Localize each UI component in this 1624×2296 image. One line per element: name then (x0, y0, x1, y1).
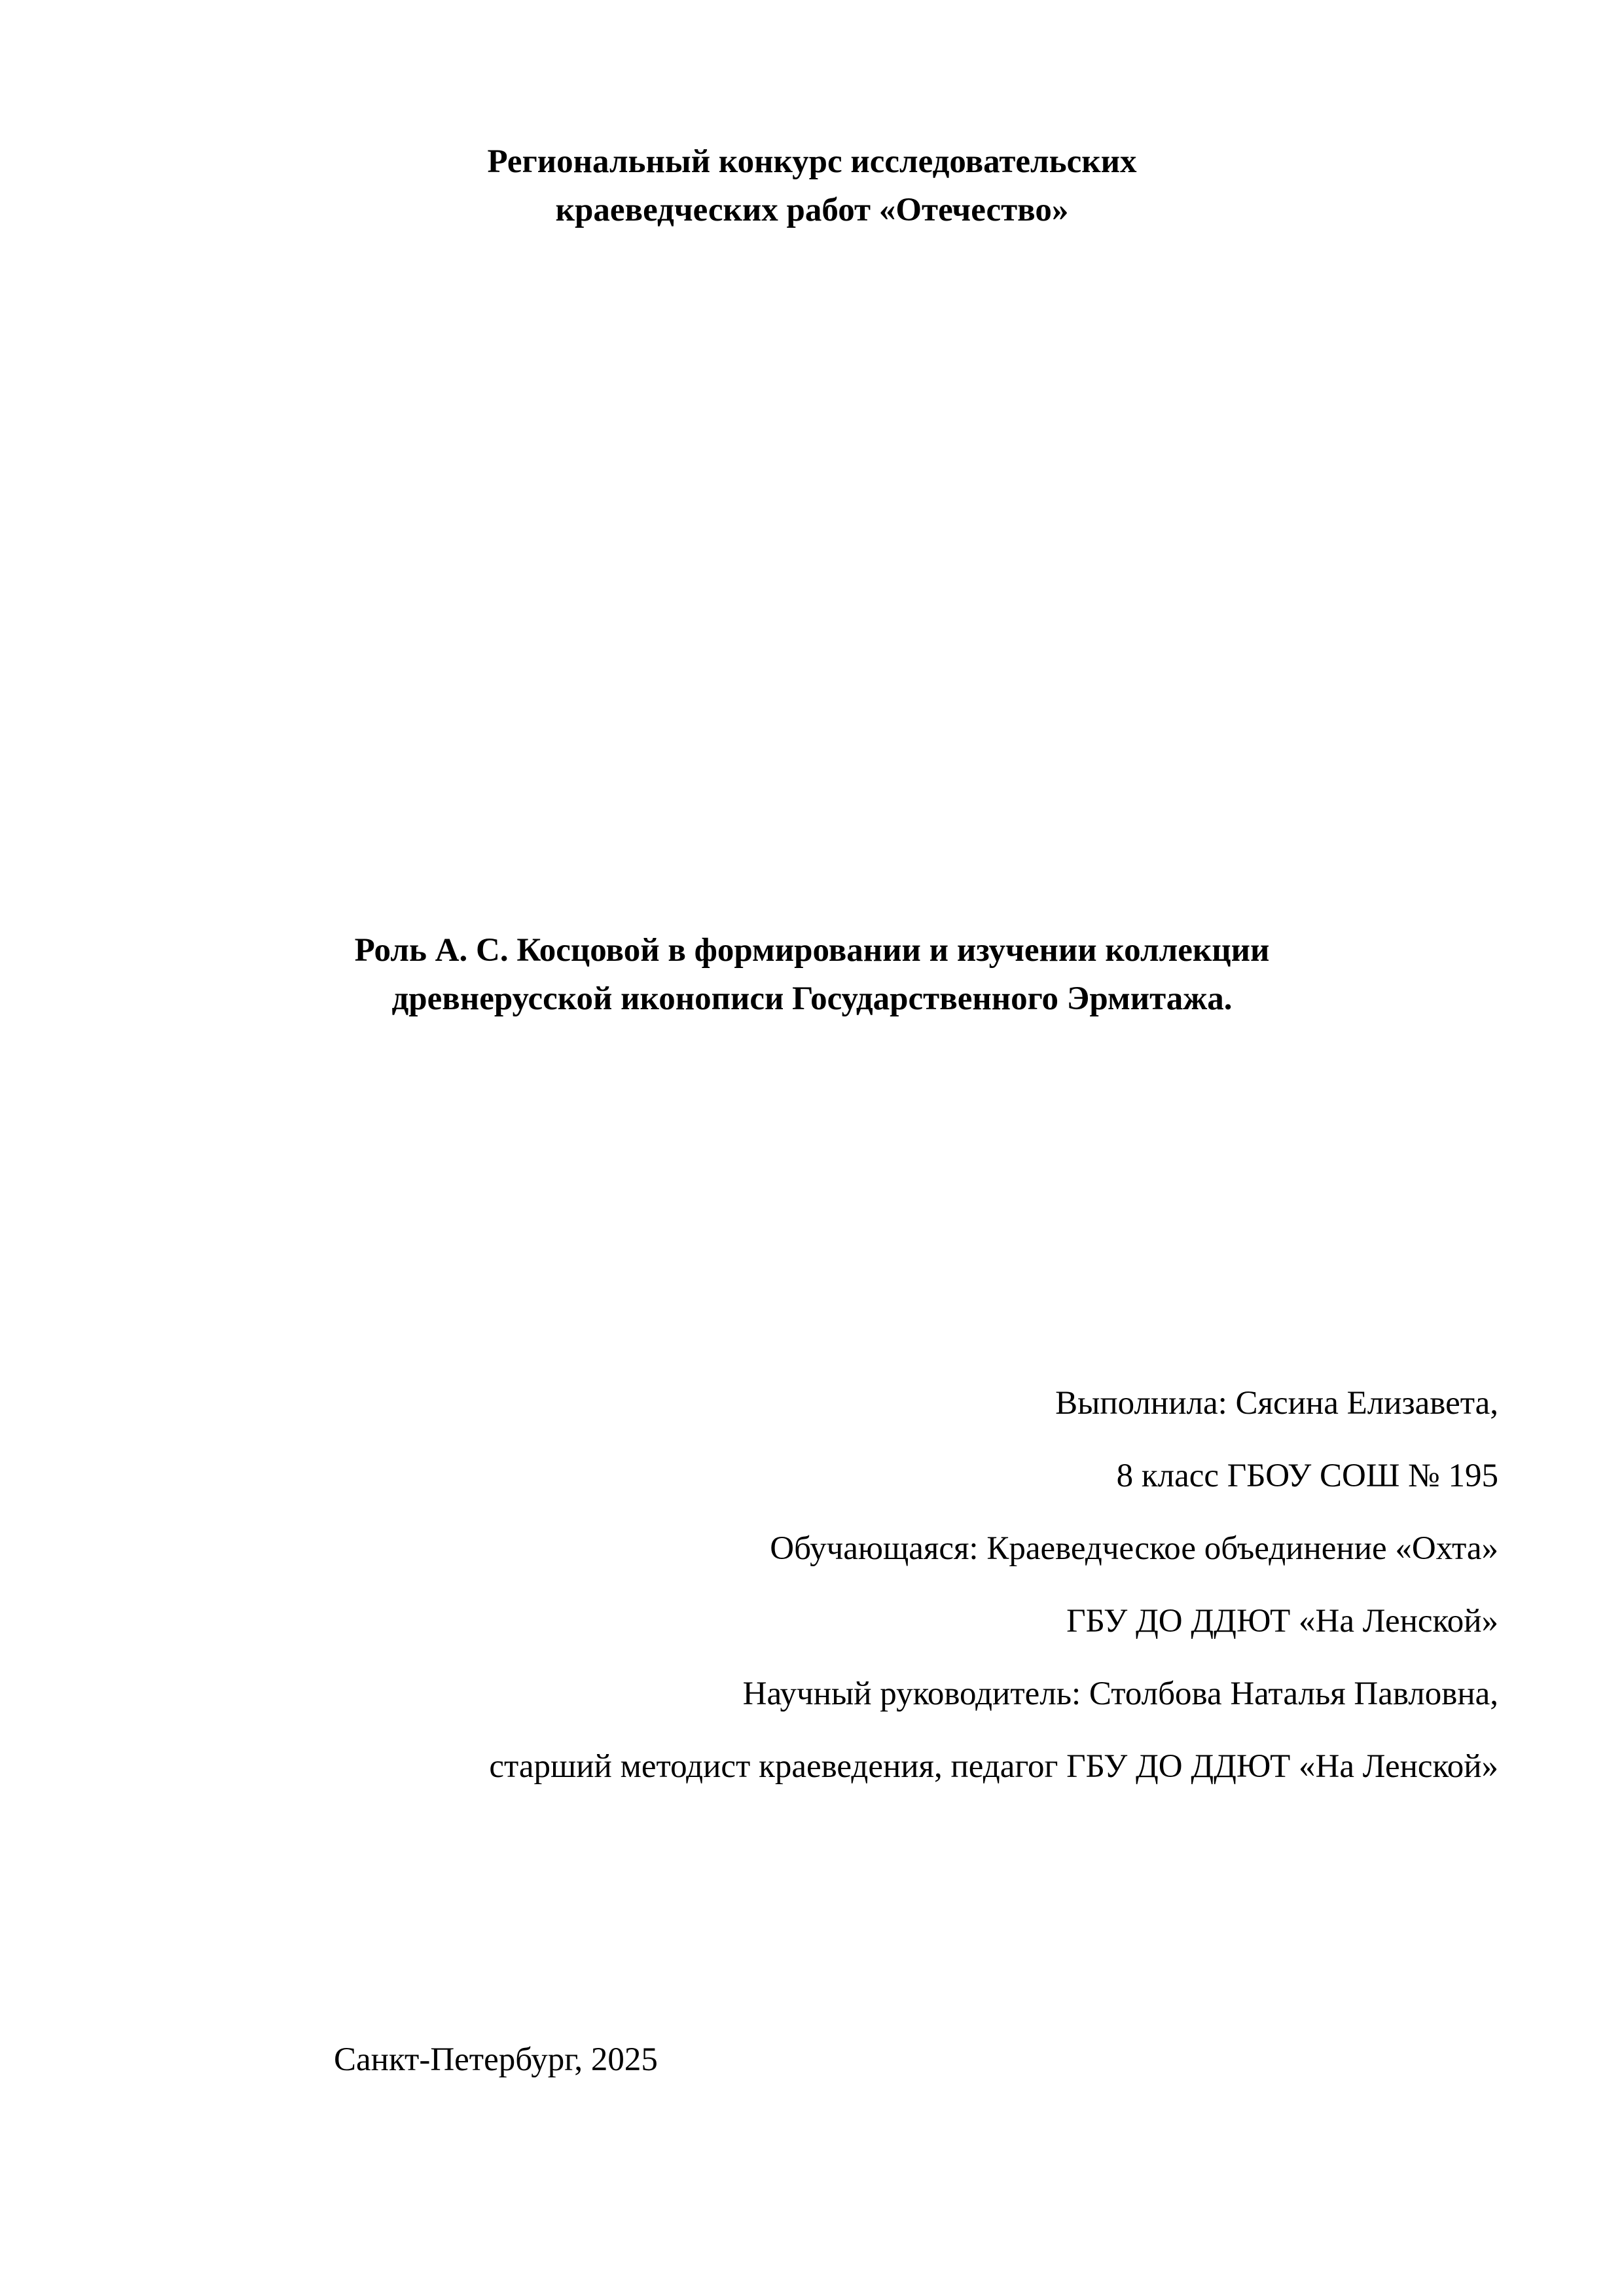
grade-school-line: 8 класс ГБОУ СОШ № 195 (1116, 1458, 1498, 1494)
student-of-line: Обучающаяся: Краеведческое объединение «Охта» (770, 1530, 1498, 1567)
contest-heading-line-1: Региональный конкурс исследовательских (487, 143, 1137, 180)
city-year: Санкт-Петербург, 2025 (334, 2041, 658, 2078)
supervisor-line: Научный руководитель: Столбова Наталья Павловна, (742, 1676, 1498, 1712)
author-info-block (489, 1384, 1498, 1820)
work-title-line-2: древнерусской иконописи Государственного Эрмитажа. (391, 980, 1233, 1017)
contest-heading (0, 137, 1624, 234)
work-title (0, 926, 1624, 1023)
institution-line: ГБУ ДО ДДЮТ «На Ленской» (1066, 1603, 1498, 1640)
supervisor-position-line: старший методист краеведения, педагог ГБУ ДО ДДЮТ «На Ленской» (489, 1748, 1498, 1785)
performer-line: Выполнила: Сясина Елизавета, (1055, 1385, 1498, 1422)
work-title-line-1: Роль А. С. Косцовой в формировании и изучении коллекции (354, 932, 1270, 969)
contest-heading-line-2: краеведческих работ «Отечество» (555, 192, 1069, 228)
